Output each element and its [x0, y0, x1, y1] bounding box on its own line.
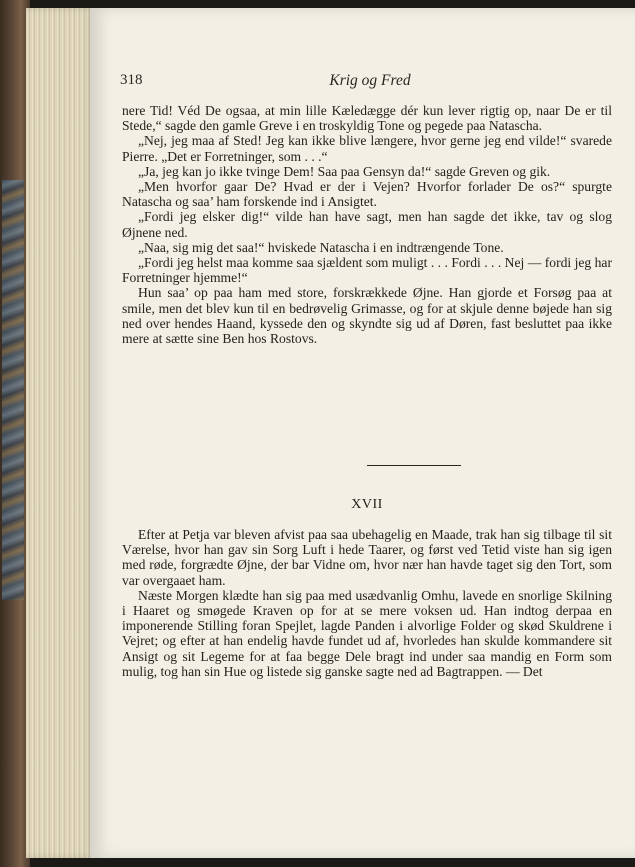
chapter-number: XVII [351, 497, 383, 512]
paragraph: „Men hvorfor gaar De? Hvad er der i Vejen? Hvorfor forlader De os?“ spurgte Natascha og saa’ ham forskende ind i Ansigtet. [122, 179, 612, 210]
section-divider [367, 465, 461, 466]
paragraph: Hun saa’ op paa ham med store, forskrækkede Øjne. Han gjorde et Forsøg paa at smile, men det blev kun til en bedrøvelig Grimasse, og for at skjule denne bøjede han sig ned over hendes Haand, kyssede den og skyndte sig ud af Døren, fast besluttet paa ikke mere at sætte sine Ben hos Rostovs. [122, 285, 612, 347]
page-number: 318 [120, 72, 143, 88]
marbled-endpaper [2, 180, 24, 600]
paragraph: „Nej, jeg maa af Sted! Jeg kan ikke blive længere, hvor gerne jeg end vilde!“ svarede Pierre. „Det er Forretninger, som . . .“ [122, 133, 612, 164]
paragraph: nere Tid! Véd De ogsaa, at min lille Kæledægge dér kun lever rigtig op, naar De er til Stede,“ sagde den gamle Greve i en troskyldig Tone og pegede paa Natascha. [122, 103, 612, 134]
running-title: Krig og Fred [329, 72, 411, 89]
paragraph: Næste Morgen klædte han sig paa med usædvanlig Omhu, lavede en snorlige Skilning i Haaret og smøgede Kraven op for at se mere voksen ud. Han indtog derpaa en imponerende Stilling foran Spejlet, lagde Panden i alvorlige Folder og skød Skuldrene i Vejret; og efter at han endelig havde fundet ud af, hvorledes han skulde kommandere sit Ansigt og sit Legeme for at faa begge Dele bragt ind under saa mandig en Form som mulig, tog han sin Hue og listede sig ganske sagte ned ad Bagtrappen. — Det [122, 587, 612, 679]
page-header [120, 72, 620, 94]
body-text-bottom [122, 527, 612, 679]
paragraph: „Fordi jeg helst maa komme saa sjældent som muligt . . . Fordi . . . Nej — fordi jeg har Forretninger hjemme!“ [122, 255, 612, 286]
page-edges [26, 8, 96, 858]
paragraph: Efter at Petja var bleven afvist paa saa ubehagelig en Maade, trak han sig tilbage til sit Værelse, hvor han gav sin Sorg Luft i hede Taarer, og først ved Tetid viste han sig igen med røde, forgrædte Øjne, der bar Vidne om, hvor nær han havde taget sig den Tort, som var overgaaet ham. [122, 527, 612, 588]
body-text-top [122, 103, 612, 346]
paragraph: „Fordi jeg elsker dig!“ vilde han have sagt, men han sagde det ikke, tav og slog Øjnene ned. [122, 209, 612, 240]
paragraph: „Naa, sig mig det saa!“ hviskede Natascha i en indtrængende Tone. [138, 239, 504, 255]
paragraph: „Ja, jeg kan jo ikke tvinge Dem! Saa paa Gensyn da!“ sagde Greven og gik. [138, 163, 551, 179]
